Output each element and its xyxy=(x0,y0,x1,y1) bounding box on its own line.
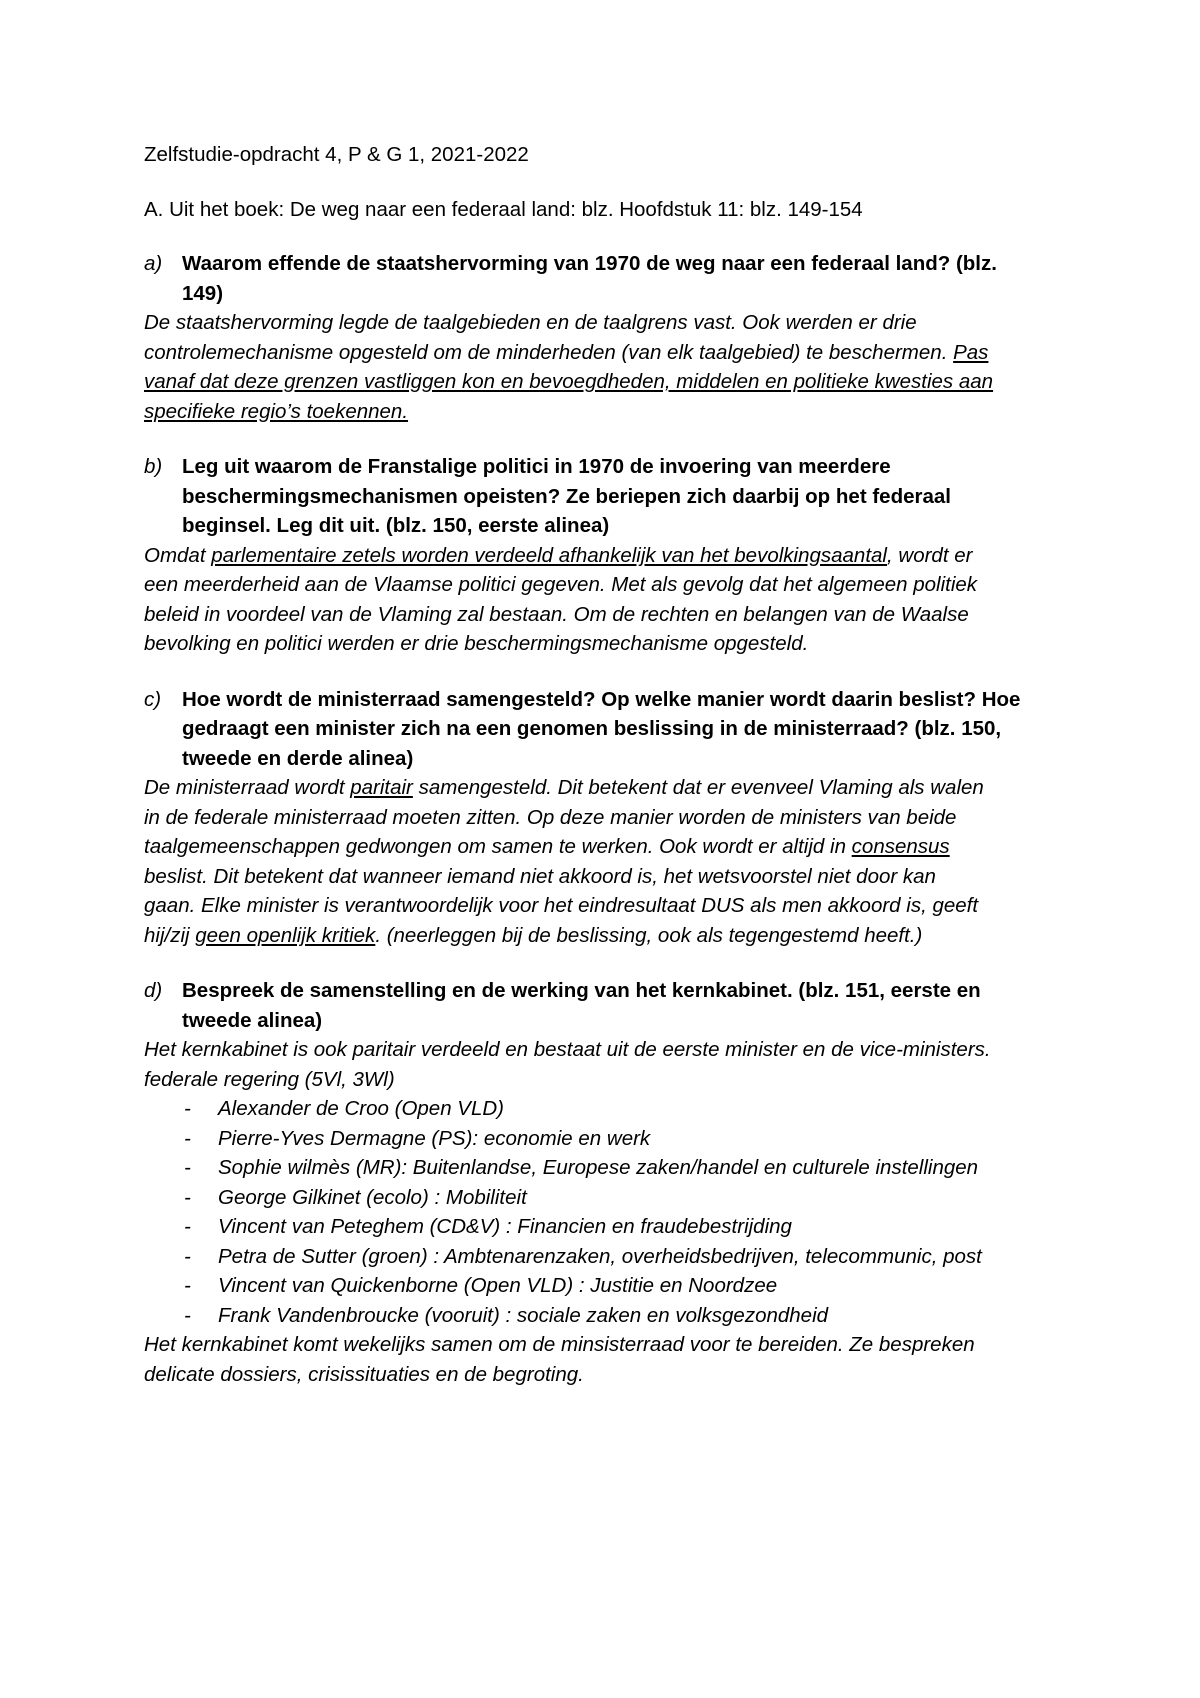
dash-bullet: - xyxy=(184,1126,191,1150)
question-letter: b) xyxy=(144,455,163,478)
underlined-text: parlementaire zetels worden verdeeld afhankelijk van het bevolkingsaantal xyxy=(211,543,887,567)
list-item xyxy=(144,1183,1064,1213)
answer-text: , wordt er xyxy=(887,543,973,567)
answer-line xyxy=(144,338,1064,368)
question-text-line: beschermingsmechanismen opeisten? Ze beriepen zich daarbij op het federaal xyxy=(182,484,951,508)
spacer xyxy=(144,950,1064,976)
list-item xyxy=(144,1301,1064,1331)
answer-text: Omdat xyxy=(144,543,212,567)
dash-bullet: - xyxy=(184,1274,191,1297)
answer-a xyxy=(144,308,1064,426)
list-item-text: Frank Vandenbroucke (vooruit) : sociale zaken en volksgezondheid xyxy=(218,1303,829,1327)
document-title: Zelfstudie-opdracht 4, P & G 1, 2021-2022 xyxy=(144,143,529,166)
question-text-line: tweede en derde alinea) xyxy=(182,746,414,770)
answer-line xyxy=(144,367,1064,397)
underlined-text: consensus xyxy=(851,835,950,858)
minister-list xyxy=(144,1094,1064,1330)
document-page xyxy=(144,140,1064,1389)
list-item xyxy=(144,1094,1064,1124)
answer-line: De staatshervorming legde de taalgebieden en de taalgrens vast. Ook werden er drie xyxy=(144,311,917,334)
list-item-text: Vincent van Peteghem (CD&V) : Financien en fraudebestrijding xyxy=(218,1215,792,1238)
underlined-text: Pas xyxy=(953,340,989,364)
answer-line xyxy=(144,832,1064,862)
answer-line: bevolking en politici werden er drie beschermingsmechanisme opgesteld. xyxy=(144,632,809,655)
question-c xyxy=(144,685,1064,774)
answer-line xyxy=(144,397,1064,427)
spacer xyxy=(144,426,1064,452)
list-item-text: George Gilkinet (ecolo) : Mobiliteit xyxy=(218,1185,527,1209)
answer-text: . (neerleggen bij de beslissing, ook als tegengestemd heeft.) xyxy=(375,923,923,947)
answer-line: een meerderheid aan de Vlaamse politici gegeven. Met als gevolg dat het algemeen politiek xyxy=(144,573,978,596)
answer-line: in de federale ministerraad moeten zitten. Op deze manier worden de ministers van beide xyxy=(144,805,957,829)
question-text-line: Bespreek de samenstelling en de werking van het kernkabinet. (blz. 151, eerste en xyxy=(182,979,981,1002)
dash-bullet: - xyxy=(184,1215,191,1238)
answer-line xyxy=(144,541,1064,571)
list-item-text: Pierre-Yves Dermagne (PS): economie en werk xyxy=(218,1126,651,1150)
answer-text: samengesteld. Dit betekent dat er evenveel Vlaming als walen xyxy=(412,776,984,799)
answer-line: Het kernkabinet is ook paritair verdeeld en bestaat uit de eerste minister en de vice-ministers. xyxy=(144,1038,991,1061)
question-text-line: Waarom effende de staatshervorming van 1970 de weg naar een federaal land? (blz. xyxy=(182,252,997,275)
answer-text: controlemechanisme opgesteld om de minderheden (van elk taalgebied) te beschermen. xyxy=(144,340,954,364)
answer-b xyxy=(144,541,1064,659)
spacer xyxy=(144,659,1064,685)
answer-line: Het kernkabinet komt wekelijks samen om de minsisterraad voor te bereiden. Ze bespreken xyxy=(144,1333,975,1356)
answer-line: beslist. Dit betekent dat wanneer iemand niet akkoord is, het wetsvoorstel niet door kan xyxy=(144,864,936,888)
question-text-line: Hoe wordt de ministerraad samengesteld? Op welke manier wordt daarin beslist? Hoe xyxy=(182,687,1021,711)
answer-line: beleid in voordeel van de Vlaming zal bestaan. Om de rechten en belangen van de Waalse xyxy=(144,602,969,626)
list-item xyxy=(144,1212,1064,1242)
dash-bullet: - xyxy=(184,1156,191,1179)
question-text-line: Leg uit waarom de Franstalige politici in 1970 de invoering van meerdere xyxy=(182,455,891,478)
question-a xyxy=(144,249,1064,308)
question-letter: d) xyxy=(144,979,163,1002)
source-reference: A. Uit het boek: De weg naar een federaal land: blz. Hoofdstuk 11: blz. 149-154 xyxy=(144,197,863,221)
list-item xyxy=(144,1271,1064,1301)
question-letter: a) xyxy=(144,252,163,275)
answer-line: federale regering (5Vl, 3Wl) xyxy=(144,1067,395,1091)
underlined-text: vanaf dat deze grenzen vastliggen kon en bevoegdheden, middelen en politieke kwesties aan xyxy=(144,370,994,393)
dash-bullet: - xyxy=(184,1244,191,1268)
list-item xyxy=(144,1242,1064,1272)
question-text-line: gedraagt een minister zich na een genomen beslissing in de ministerraad? (blz. 150, xyxy=(182,717,1002,740)
answer-text: hij/zij xyxy=(144,923,196,947)
answer-line xyxy=(144,921,1064,951)
question-letter: c) xyxy=(144,687,162,711)
question-text-line: tweede alinea) xyxy=(182,1008,323,1032)
answer-d xyxy=(144,1035,1064,1389)
underlined-text: geen openlijk kritiek xyxy=(195,923,376,947)
answer-text: De ministerraad wordt xyxy=(144,776,351,799)
answer-line xyxy=(144,773,1064,803)
underlined-text: specifieke regio’s toekennen. xyxy=(144,399,409,423)
dash-bullet: - xyxy=(184,1097,191,1120)
question-text-line: beginsel. Leg dit uit. (blz. 150, eerste alinea) xyxy=(182,514,610,537)
question-b xyxy=(144,452,1064,541)
question-d xyxy=(144,976,1064,1035)
question-text-line: 149) xyxy=(182,281,224,305)
dash-bullet: - xyxy=(184,1185,191,1209)
list-item-text: Petra de Sutter (groen) : Ambtenarenzaken, overheidsbedrijven, telecommunic, post xyxy=(218,1244,982,1268)
list-item-text: Sophie wilmès (MR): Buitenlandse, Europese zaken/handel en culturele instellingen xyxy=(218,1156,979,1179)
answer-text: taalgemeenschappen gedwongen om samen te werken. Ook wordt er altijd in xyxy=(144,835,852,858)
list-item xyxy=(144,1124,1064,1154)
underlined-text: paritair xyxy=(350,776,413,799)
list-item-text: Alexander de Croo (Open VLD) xyxy=(218,1097,505,1120)
list-item-text: Vincent van Quickenborne (Open VLD) : Justitie en Noordzee xyxy=(218,1274,778,1297)
list-item xyxy=(144,1153,1064,1183)
answer-c xyxy=(144,773,1064,950)
answer-line: delicate dossiers, crisissituaties en de begroting. xyxy=(144,1362,584,1386)
answer-line: gaan. Elke minister is verantwoordelijk voor het eindresultaat DUS als men akkoord is, geeft xyxy=(144,894,979,917)
dash-bullet: - xyxy=(184,1303,191,1327)
